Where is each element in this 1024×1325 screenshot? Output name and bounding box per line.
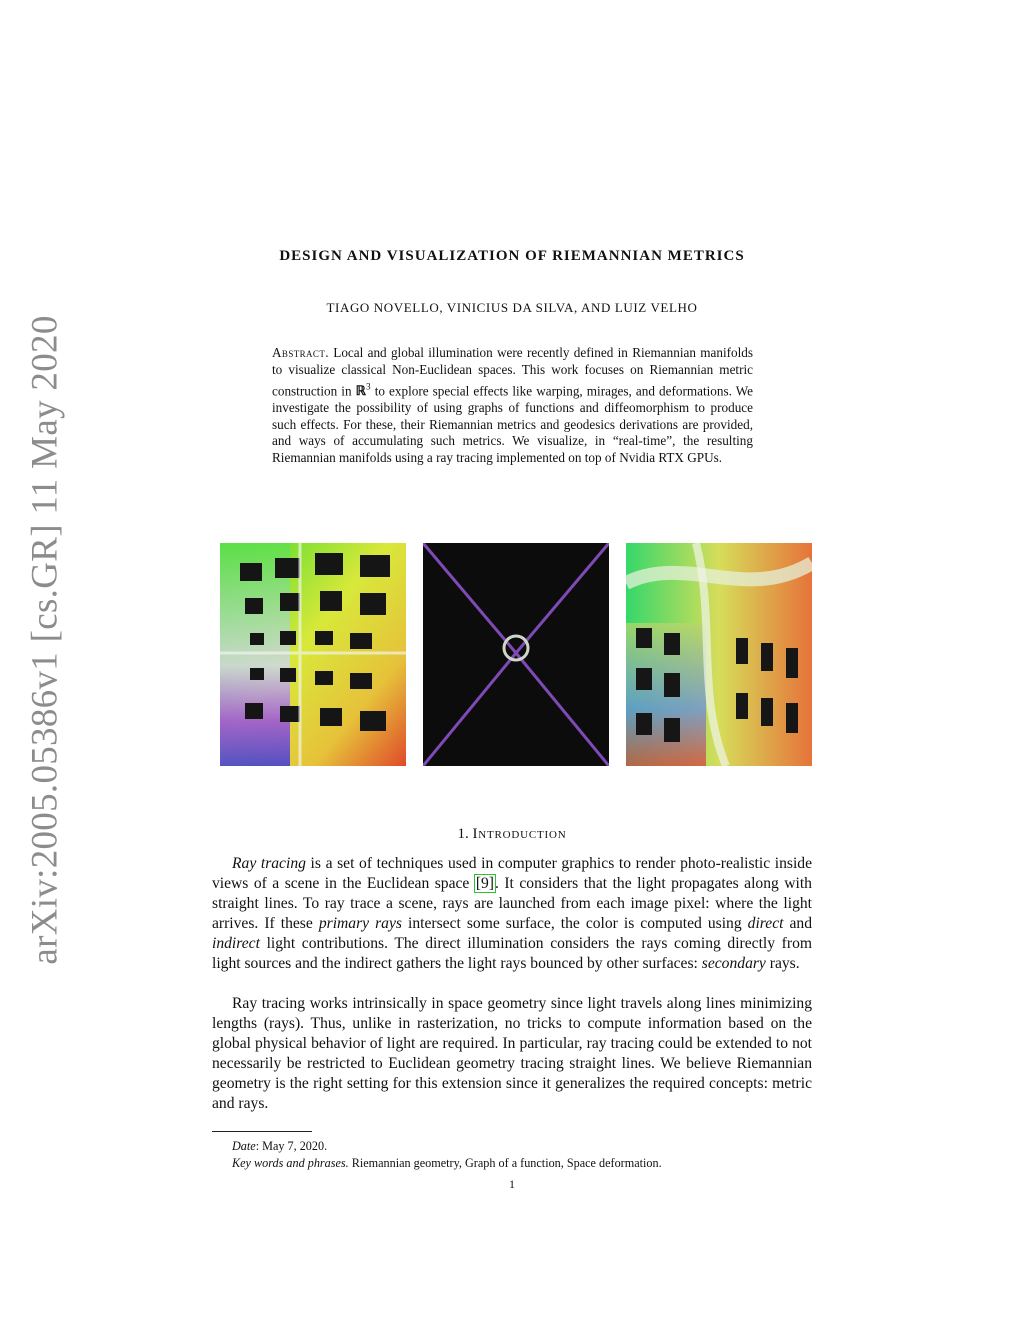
section-name: Introduction	[472, 826, 567, 842]
teaser-figure	[220, 543, 812, 766]
riemannian-lattice-render-icon	[423, 543, 609, 766]
p1-text-d: and	[789, 915, 812, 932]
term-indirect: indirect	[212, 935, 260, 952]
section-number: 1.	[457, 826, 469, 842]
riemannian-lattice-render-icon	[626, 543, 812, 766]
citation-link-9[interactable]: [9]	[475, 875, 494, 892]
p1-text-e: light contributions. The direct illumination considers the rays coming directly from light sources and the indirect gathers the light rays bounced by other surfaces:	[212, 935, 812, 972]
p1-text-a: is a set of techniques used in computer graphics to render photo-realistic inside views of a scene in the Euclidean space	[212, 855, 813, 892]
section-heading-introduction	[0, 826, 1024, 843]
keywords-label: Key words and phrases.	[232, 1156, 349, 1170]
term-ray-tracing: Ray tracing	[232, 855, 306, 872]
r3-symbol: ℝ$^3$	[355, 381, 371, 398]
date-value: : May 7, 2020.	[255, 1139, 328, 1153]
intro-paragraph-2	[212, 994, 812, 1114]
term-direct: direct	[747, 915, 784, 932]
keywords-value: Riemannian geometry, Graph of a function, Space deformation.	[351, 1156, 662, 1170]
abstract-text-part2: to explore special effects like warping, mirages, and deformations. We investigate the possibility of using graphs of functions and diffeomorphism to produce such effects. For these, their Riemannian metrics and geodesics derivations are provided, and ways of accumulating such metrics. We visualize, in “real-time”, the resulting Riemannian manifolds using a ray tracing implemented on top of Nvidia RTX GPUs.	[272, 382, 754, 466]
render-image-2	[423, 543, 609, 766]
footnote-rule	[212, 1131, 312, 1132]
render-image-1	[220, 543, 406, 766]
p2-text: Ray tracing works intrinsically in space geometry since light travels along lines minimizing lengths (rays). Thus, unlike in rasterization, no tricks to compute information based on the global physical behavior of light are required. In particular, ray tracing could be extended to not necessarily be restricted to Euclidean geometry tracing straight lines. We believe Riemannian geometry is the right setting for this extension since it generalizes the required concepts: metric and rays.	[212, 995, 812, 1112]
paper-authors: TIAGO NOVELLO, VINICIUS DA SILVA, AND LUIZ VELHO	[326, 300, 698, 315]
footnote-keywords	[232, 1156, 662, 1171]
arxiv-identifier-text: arXiv:2005.05386v1 [cs.GR] 11 May 2020	[24, 315, 66, 965]
intro-paragraph-1	[212, 854, 812, 974]
p1-text-f: rays.	[769, 955, 800, 972]
render-image-3	[626, 543, 812, 766]
p1-text-c: intersect some surface, the color is computed using	[408, 915, 742, 932]
p1-text-b: . It considers that the light propagates along with straight lines. To ray trace a scene, rays are launched from each image pixel: where the light arrives. If these	[212, 875, 812, 932]
term-primary-rays: primary rays	[318, 915, 402, 932]
riemannian-lattice-render-icon	[220, 543, 406, 766]
abstract-text-part1: Local and global illumination were recently defined in Riemannian manifolds to visualize classical Non-Euclidean spaces. This work focuses on Riemannian metric construction in	[272, 345, 753, 398]
paper-title: DESIGN AND VISUALIZATION OF RIEMANNIAN METRICS	[279, 248, 745, 264]
page-number: 1	[509, 1177, 515, 1191]
date-label: Date	[232, 1139, 256, 1153]
term-secondary: secondary	[701, 955, 766, 972]
footnote-date	[232, 1139, 327, 1154]
abstract	[272, 345, 753, 467]
abstract-label: Abstract.	[272, 345, 329, 360]
arxiv-identifier	[20, 315, 70, 965]
